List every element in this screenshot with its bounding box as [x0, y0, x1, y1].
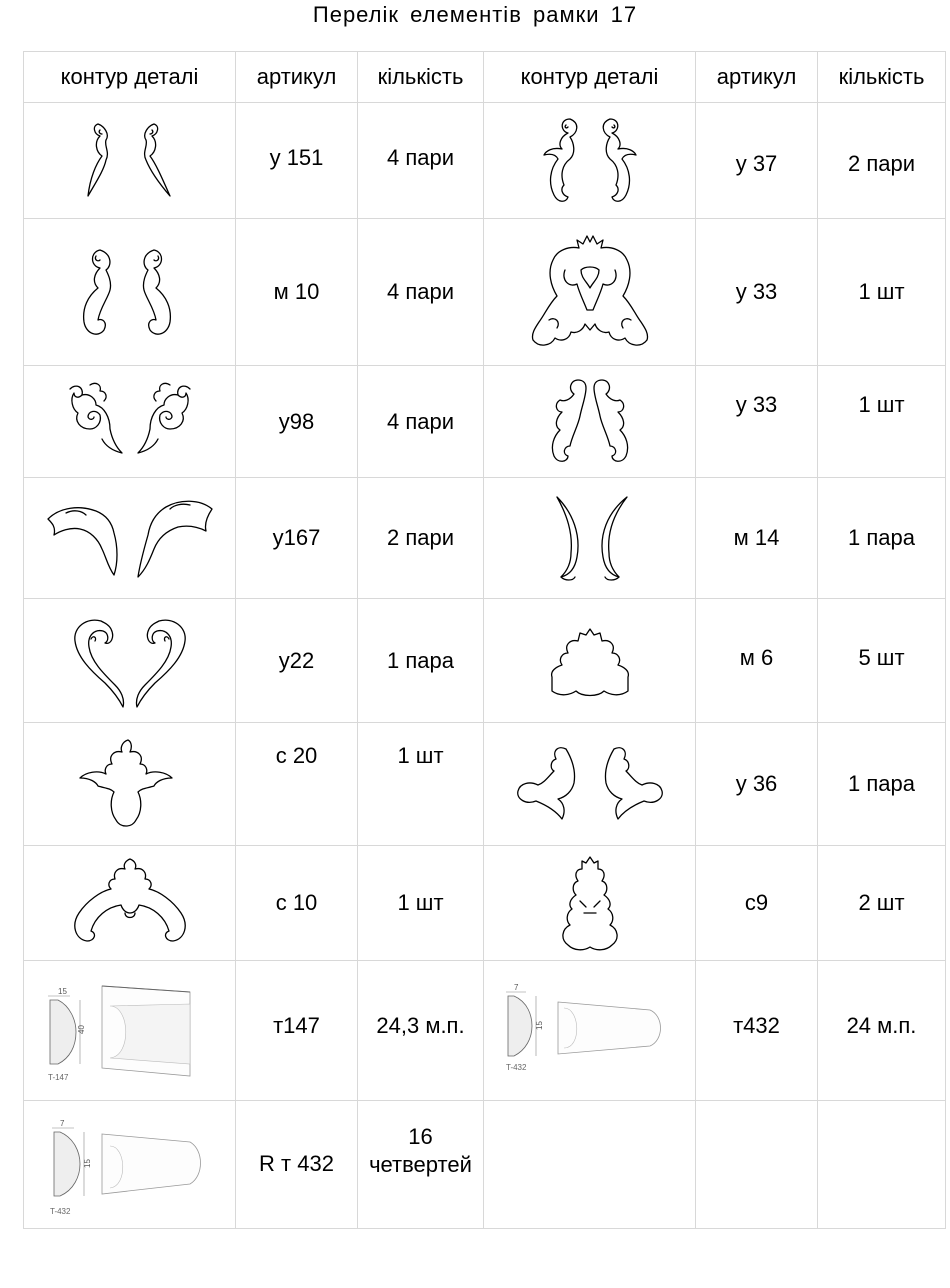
elements-table — [23, 51, 946, 1229]
contour-cell — [484, 219, 696, 366]
ornament-u33-image — [525, 230, 655, 354]
article-cell — [236, 846, 358, 961]
table-row — [24, 723, 946, 846]
ornament-c10-image — [65, 853, 195, 953]
profile-rt432-image — [40, 1110, 220, 1220]
dimension-height: 40 — [76, 1024, 86, 1034]
ornament-c20-image — [70, 734, 190, 834]
quantity-text: 2 пари — [847, 151, 916, 176]
quantity-text: 1 пара — [848, 771, 915, 796]
dimension-height: 15 — [82, 1158, 92, 1168]
table-row — [24, 846, 946, 961]
profile-t147-image — [40, 976, 220, 1086]
table-row — [24, 478, 946, 599]
header-quantity: кількість — [818, 52, 946, 103]
header-article: артикул — [696, 52, 818, 103]
profile-t432-image — [500, 976, 680, 1086]
ornament-u98-image — [60, 377, 200, 467]
quantity-cell — [358, 846, 484, 961]
contour-cell — [24, 846, 236, 961]
contour-cell — [484, 103, 696, 219]
contour-cell — [24, 723, 236, 846]
contour-cell — [484, 961, 696, 1101]
quantity-cell — [818, 103, 946, 219]
quantity-text: 5 шт — [858, 645, 905, 670]
quantity-cell — [818, 366, 946, 478]
dimension-width: 15 — [57, 986, 67, 996]
article-cell — [696, 961, 818, 1101]
table-header-row — [24, 52, 946, 103]
article-cell — [236, 219, 358, 366]
quantity-text: 24 м.п. — [846, 1013, 917, 1038]
quantity-text: 1 пара — [387, 647, 454, 673]
quantity-text: 4 пари — [386, 408, 455, 434]
quantity-cell — [818, 723, 946, 846]
header-contour: контур деталі — [484, 52, 696, 103]
quantity-text: 1 пара — [848, 525, 915, 550]
article-cell — [696, 219, 818, 366]
article-text: у 33 — [735, 392, 778, 417]
profile-label: T-432 — [505, 1062, 526, 1072]
article-text: у 33 — [735, 279, 778, 304]
quantity-text: 1 шт — [858, 279, 905, 304]
article-text: с 20 — [275, 743, 318, 768]
article-text: у 37 — [735, 151, 778, 176]
quantity-cell — [818, 961, 946, 1101]
contour-cell — [24, 599, 236, 723]
article-text: у167 — [272, 525, 321, 550]
article-cell — [236, 366, 358, 478]
quantity-text: 2 шт — [858, 890, 905, 915]
table-row — [24, 219, 946, 366]
profile-label: T-147 — [47, 1072, 68, 1082]
article-text: у22 — [278, 647, 315, 673]
table-row — [24, 103, 946, 219]
quantity-cell — [358, 219, 484, 366]
ornament-m6-image — [540, 621, 640, 701]
quantity-cell — [358, 961, 484, 1101]
contour-cell — [24, 103, 236, 219]
article-text: у98 — [278, 408, 315, 434]
contour-cell — [24, 1101, 236, 1229]
table-row — [24, 599, 946, 723]
article-cell — [236, 1101, 358, 1229]
quantity-text: 4 пари — [386, 279, 455, 304]
article-text: с9 — [744, 890, 769, 915]
quantity-text: четвертей — [369, 1152, 472, 1177]
article-cell — [696, 599, 818, 723]
article-cell — [236, 103, 358, 219]
ornament-u33b-image — [530, 374, 650, 470]
quantity-text: 4 пари — [386, 145, 455, 170]
article-text: м 6 — [739, 645, 774, 670]
article-cell — [236, 478, 358, 599]
article-cell — [696, 723, 818, 846]
contour-cell — [484, 366, 696, 478]
table-row — [24, 366, 946, 478]
quantity-text: 1 шт — [397, 890, 444, 915]
quantity-cell — [818, 478, 946, 599]
contour-cell — [24, 961, 236, 1101]
article-cell — [236, 961, 358, 1101]
quantity-cell — [358, 723, 484, 846]
header-article: артикул — [236, 52, 358, 103]
quantity-cell — [818, 846, 946, 961]
quantity-cell — [358, 599, 484, 723]
article-text: т432 — [733, 1013, 780, 1038]
header-quantity: кількість — [358, 52, 484, 103]
quantity-text: 16 — [408, 1124, 433, 1149]
article-text: у 36 — [735, 771, 778, 796]
article-text: т147 — [273, 1013, 320, 1038]
article-cell — [236, 723, 358, 846]
article-text: R т 432 — [259, 1151, 334, 1176]
ornament-u151-image — [70, 116, 190, 206]
ornament-u36-image — [510, 739, 670, 829]
quantity-text: 2 пари — [386, 525, 455, 550]
article-cell — [696, 478, 818, 599]
ornament-c9-image — [540, 851, 640, 955]
contour-cell — [484, 723, 696, 846]
ornament-u22-image — [65, 611, 195, 711]
contour-cell — [484, 478, 696, 599]
page-title: Перелік елементів рамки 17 — [312, 2, 638, 27]
article-text: м 10 — [273, 279, 320, 304]
article-cell — [696, 366, 818, 478]
article-cell — [696, 103, 818, 219]
contour-cell — [484, 599, 696, 723]
ornament-u167-image — [40, 493, 220, 583]
quantity-cell — [358, 103, 484, 219]
table-row — [24, 1101, 946, 1229]
contour-cell — [24, 366, 236, 478]
quantity-text: 1 шт — [858, 392, 905, 417]
empty-cell — [484, 1101, 696, 1229]
contour-cell — [24, 219, 236, 366]
quantity-cell — [358, 366, 484, 478]
article-text: с 10 — [275, 890, 318, 915]
dimension-width: 7 — [513, 982, 518, 992]
contour-cell — [24, 478, 236, 599]
article-cell — [696, 846, 818, 961]
dimension-width: 7 — [59, 1118, 64, 1128]
contour-cell — [484, 846, 696, 961]
profile-label: T-432 — [49, 1206, 70, 1216]
quantity-cell — [818, 599, 946, 723]
quantity-cell — [818, 219, 946, 366]
article-text: у 151 — [269, 145, 324, 170]
dimension-height: 15 — [534, 1020, 544, 1030]
quantity-cell — [358, 1101, 484, 1229]
header-contour: контур деталі — [24, 52, 236, 103]
article-text: м 14 — [733, 525, 780, 550]
article-cell — [236, 599, 358, 723]
quantity-cell — [358, 478, 484, 599]
ornament-m10-image — [70, 242, 190, 342]
quantity-text: 24,3 м.п. — [376, 1013, 465, 1038]
table-row — [24, 961, 946, 1101]
ornament-u37-image — [530, 111, 650, 211]
empty-cell — [696, 1101, 818, 1229]
empty-cell — [818, 1101, 946, 1229]
ornament-m14-image — [535, 493, 645, 583]
quantity-text: 1 шт — [397, 743, 444, 768]
